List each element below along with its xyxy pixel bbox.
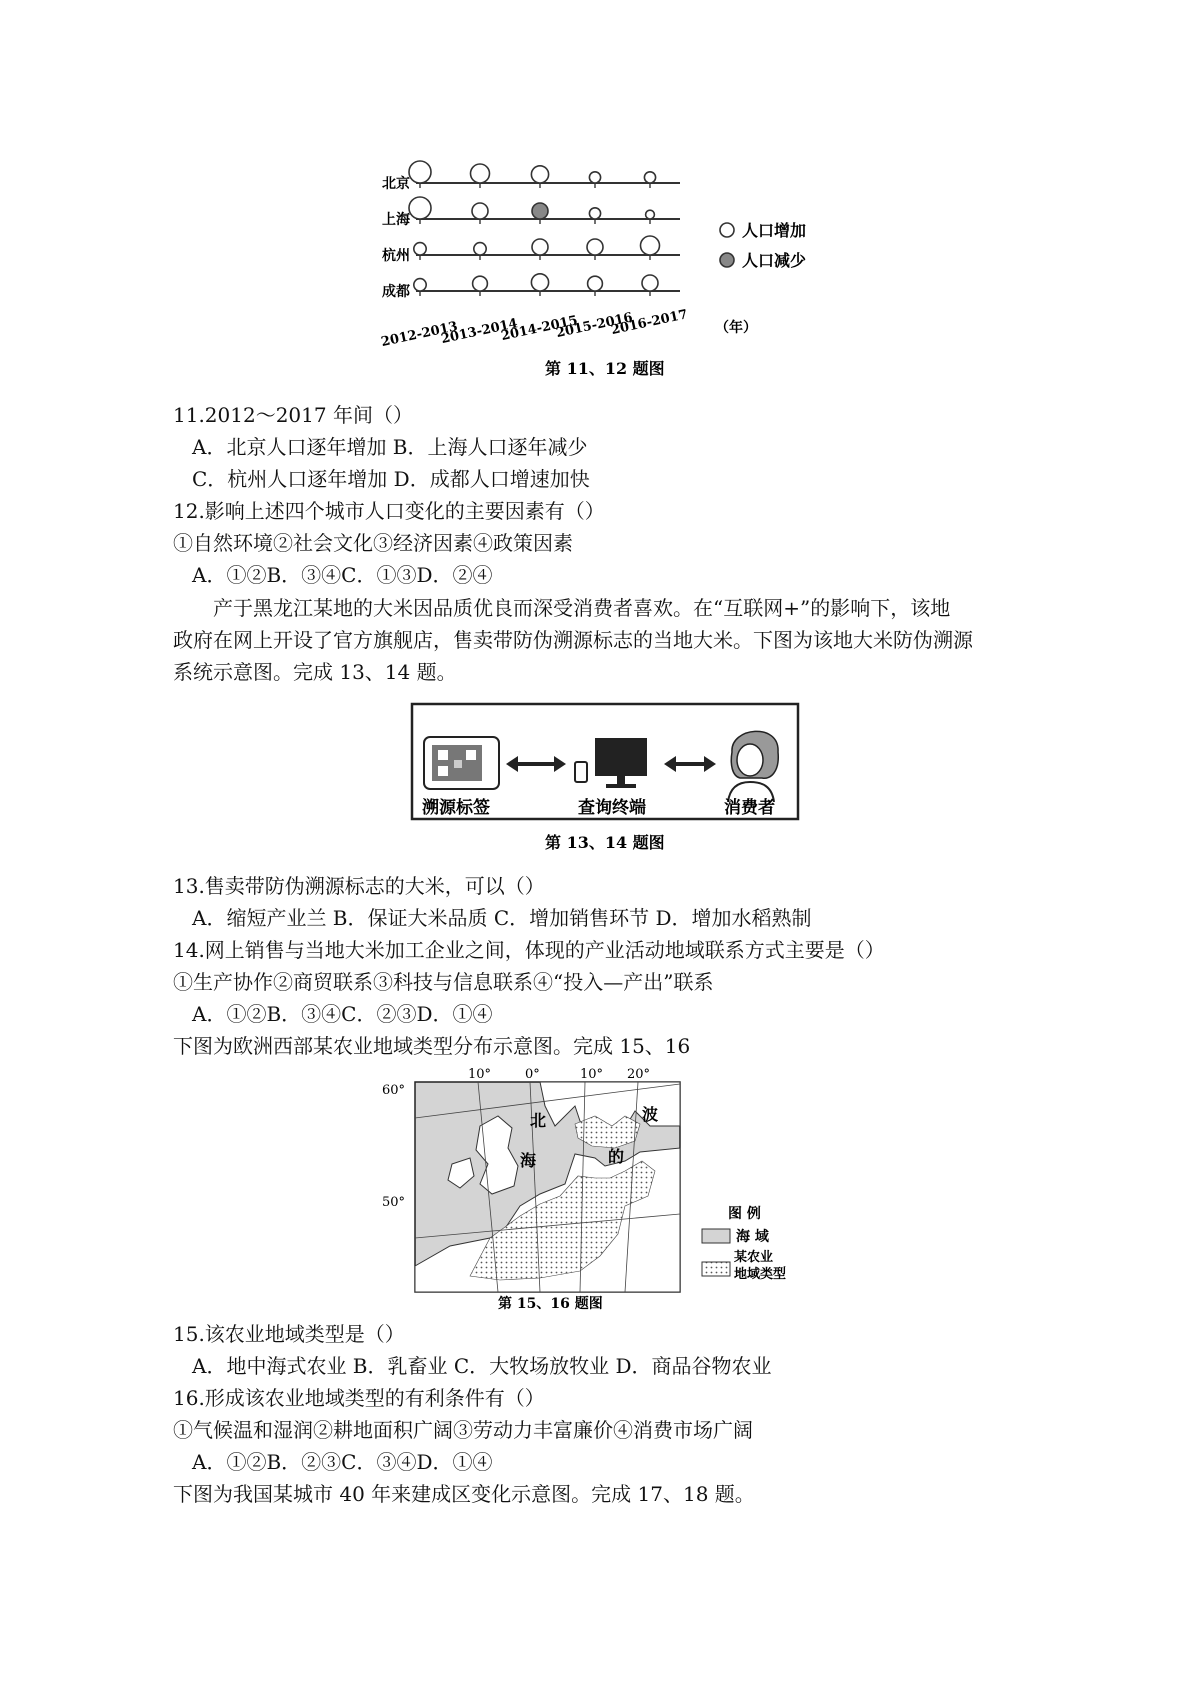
period-label: 2015-2016	[554, 310, 635, 342]
traceability-figure	[410, 702, 800, 862]
q14-stem: 14.网上销售与当地大米加工企业之间，体现的产业活动地域联系方式主要是（）	[173, 938, 885, 962]
passage-europe: 下图为欧洲西部某农业地域类型分布示意图。完成 15、16	[173, 1034, 691, 1058]
q16-items: ①气候温和湿润②耕地面积广阔③劳动力丰富廉价④消费市场广阔	[173, 1418, 753, 1442]
population-bubble	[471, 164, 490, 183]
passage-rice	[173, 592, 1033, 688]
period-label: 2012-2013	[380, 319, 460, 351]
passage-city: 下图为我国某城市 40 年来建成区变化示意图。完成 17、18 题。	[173, 1482, 755, 1506]
q11-options-line2: C．杭州人口逐年增加 D．成都人口增速加快	[192, 467, 590, 491]
legend-agri-label-1: 某农业	[734, 1250, 774, 1265]
population-bubble	[409, 197, 431, 219]
population-bubble	[644, 172, 655, 183]
legend-sea-label: 海 域	[736, 1229, 769, 1245]
q11-stem: 11.2012～2017 年间（）	[173, 403, 413, 427]
city-label: 北京	[382, 176, 410, 192]
period-label: 2013-2014	[439, 316, 520, 348]
population-bubble	[409, 161, 431, 183]
population-bubble	[641, 236, 660, 255]
legend-agri-label-2: 地域类型	[734, 1267, 787, 1282]
q15-options: A．地中海式农业 B．乳畜业 C．大牧场放牧业 D．商品谷物农业	[192, 1354, 772, 1378]
legend-sea-swatch	[702, 1229, 730, 1243]
q14-options: A．①②B．③④C．②③D．①④	[192, 1002, 493, 1026]
population-bubble	[587, 239, 603, 255]
trace-tag-label: 溯源标签	[422, 798, 490, 818]
legend-decrease-label: 人口减少	[742, 251, 807, 270]
population-bubble	[532, 239, 548, 255]
population-bubble	[474, 243, 486, 255]
lon-label-0: 0°	[525, 1067, 540, 1082]
legend-increase-label: 人口增加	[742, 221, 807, 240]
q12-options: A．①②B．③④C．①③D．②④	[192, 563, 493, 587]
q13-stem: 13.售卖带防伪溯源标志的大米，可以（）	[173, 874, 545, 898]
sea-char-de: 的	[608, 1147, 625, 1166]
population-bubble	[414, 243, 426, 255]
q13-options: A．缩短产业兰 B．保证大米品质 C．增加销售环节 D．增加水稻熟制	[192, 906, 812, 930]
lon-label-10e: 10°	[580, 1067, 604, 1082]
lat-label-60: 60°	[382, 1083, 406, 1098]
sea-char-hai: 海	[520, 1151, 537, 1170]
population-bubble	[414, 279, 426, 291]
period-label: 2016-2017	[609, 307, 690, 339]
population-bubble	[646, 210, 655, 219]
population-change-figure	[380, 160, 830, 380]
period-label: 2014-2015	[499, 313, 580, 345]
map-frame	[415, 1082, 680, 1292]
population-bubble	[531, 274, 548, 291]
population-bubble	[589, 208, 600, 219]
year-unit-label: （年）	[715, 320, 757, 336]
consumer-label: 消费者	[724, 798, 775, 818]
population-bubble	[589, 172, 600, 183]
figure1-caption: 第 11、12 题图	[545, 359, 665, 378]
city-label: 成都	[382, 284, 410, 300]
population-bubble	[531, 166, 548, 183]
lon-label-10w: 10°	[468, 1067, 492, 1082]
query-terminal-label: 查询终端	[578, 798, 646, 818]
passage-rice-line1: 产于黑龙江某地的大米因品质优良而深受消费者喜欢。在“互联网+”的影响下，该地	[213, 596, 951, 620]
legend-decrease-symbol	[720, 253, 734, 267]
map-legend-title: 图 例	[728, 1206, 761, 1222]
passage-rice-line2: 政府在网上开设了官方旗舰店，售卖带防伪溯源标志的当地大米。下图为该地大米防伪溯源	[173, 628, 973, 652]
q11-options-line1: A．北京人口逐年增加 B．上海人口逐年减少	[192, 435, 588, 459]
q12-stem: 12.影响上述四个城市人口变化的主要因素有（）	[173, 499, 605, 523]
figure3-caption: 第 15、16 题图	[498, 1296, 603, 1312]
western-europe-map-figure	[380, 1066, 820, 1314]
legend-agri-swatch	[702, 1262, 730, 1276]
population-bubble	[472, 203, 488, 219]
sea-char-bo: 波	[642, 1105, 659, 1124]
sea-char-bei: 北	[530, 1111, 547, 1130]
q12-items: ①自然环境②社会文化③经济因素④政策因素	[173, 531, 573, 555]
figure2-caption: 第 13、14 题图	[545, 833, 665, 852]
population-bubble	[532, 203, 548, 219]
q15-stem: 15.该农业地域类型是（）	[173, 1322, 405, 1346]
q14-items: ①生产协作②商贸联系③科技与信息联系④“投入—产出”联系	[173, 970, 714, 994]
lat-label-50: 50°	[382, 1195, 406, 1210]
city-label: 杭州	[382, 248, 410, 264]
city-label: 上海	[382, 212, 410, 228]
trace-tag-icon	[424, 737, 499, 789]
legend-increase-symbol	[720, 223, 734, 237]
lon-label-20e: 20°	[627, 1067, 651, 1082]
q16-stem: 16.形成该农业地域类型的有利条件有（）	[173, 1386, 545, 1410]
q16-options: A．①②B．②③C．③④D．①④	[192, 1450, 493, 1474]
population-bubble	[473, 276, 488, 291]
population-bubble	[642, 275, 658, 291]
passage-rice-line3: 系统示意图。完成 13、14 题。	[173, 660, 457, 684]
population-bubble	[588, 276, 603, 291]
